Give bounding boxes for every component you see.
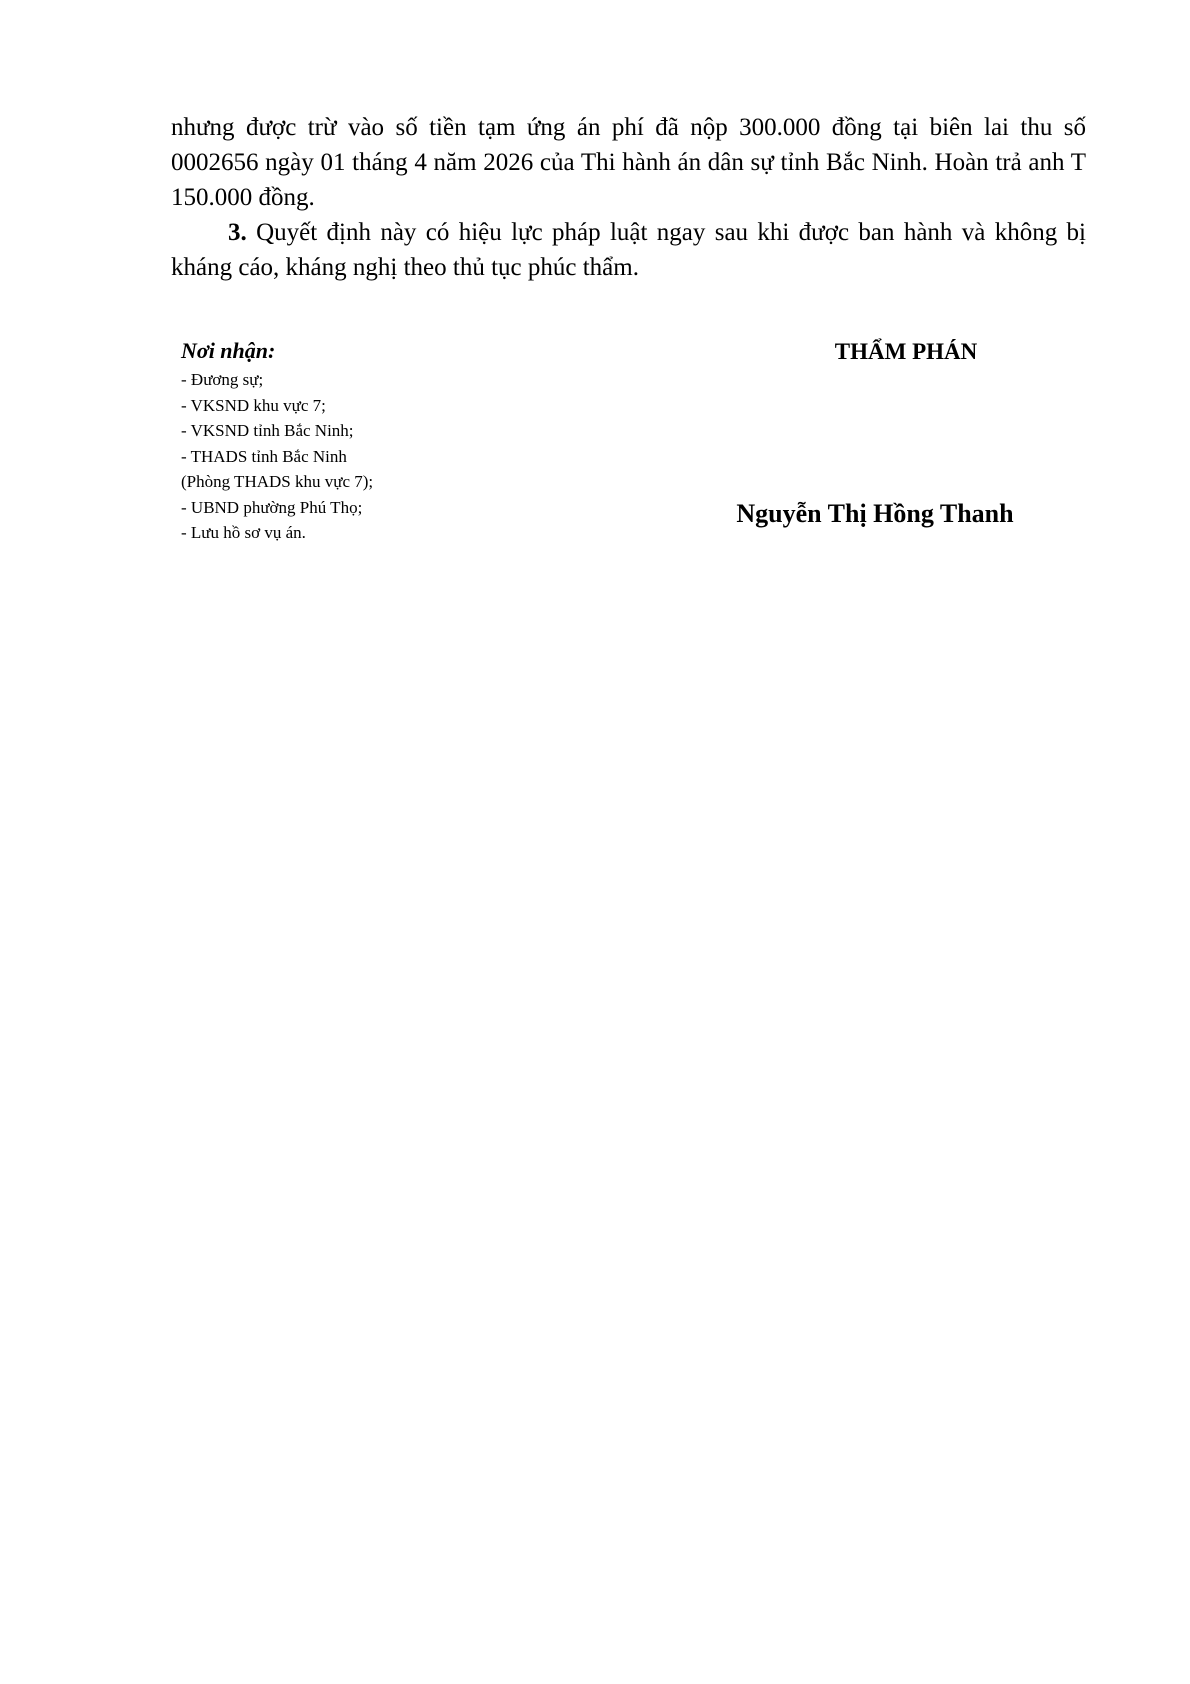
paragraph-effect-text: Quyết định này có hiệu lực pháp luật ngay sau khi được ban hành và không bị kháng cáo, kháng nghị theo thủ tục phúc thẩm. [171, 219, 1086, 281]
recipient-item: (Phòng THADS khu vực 7); [181, 472, 374, 491]
recipients-list [181, 367, 541, 546]
signature-block [730, 337, 1080, 528]
paragraph-effect [171, 215, 1086, 285]
signer-name: Nguyễn Thị Hồng Thanh [736, 499, 1014, 528]
recipient-item: - VKSND tỉnh Bắc Ninh; [181, 421, 354, 440]
paragraph-number: 3. [228, 219, 247, 246]
document-body [171, 110, 1086, 285]
recipient-item: - UBND phường Phú Thọ; [181, 497, 363, 517]
recipients-block [181, 337, 541, 546]
signature-title: THẨM PHÁN [834, 339, 978, 364]
recipient-item: - THADS tỉnh Bắc Ninh [181, 446, 347, 466]
recipient-item: - Đương sự; [181, 370, 264, 389]
recipients-heading: Nơi nhận: [181, 338, 276, 363]
recipient-item: - VKSND khu vực 7; [181, 395, 326, 415]
paragraph-court-fee: nhưng được trừ vào số tiền tạm ứng án phí đã nộp 300.000 đồng tại biên lai thu số 0002656 ngày 01 tháng 4 năm 2026 của Thi hành án dân sự tỉnh Bắc Ninh. Hoàn trả anh T 150.000 đồng. [171, 114, 1086, 211]
recipient-item: - Lưu hồ sơ vụ án. [181, 523, 306, 542]
